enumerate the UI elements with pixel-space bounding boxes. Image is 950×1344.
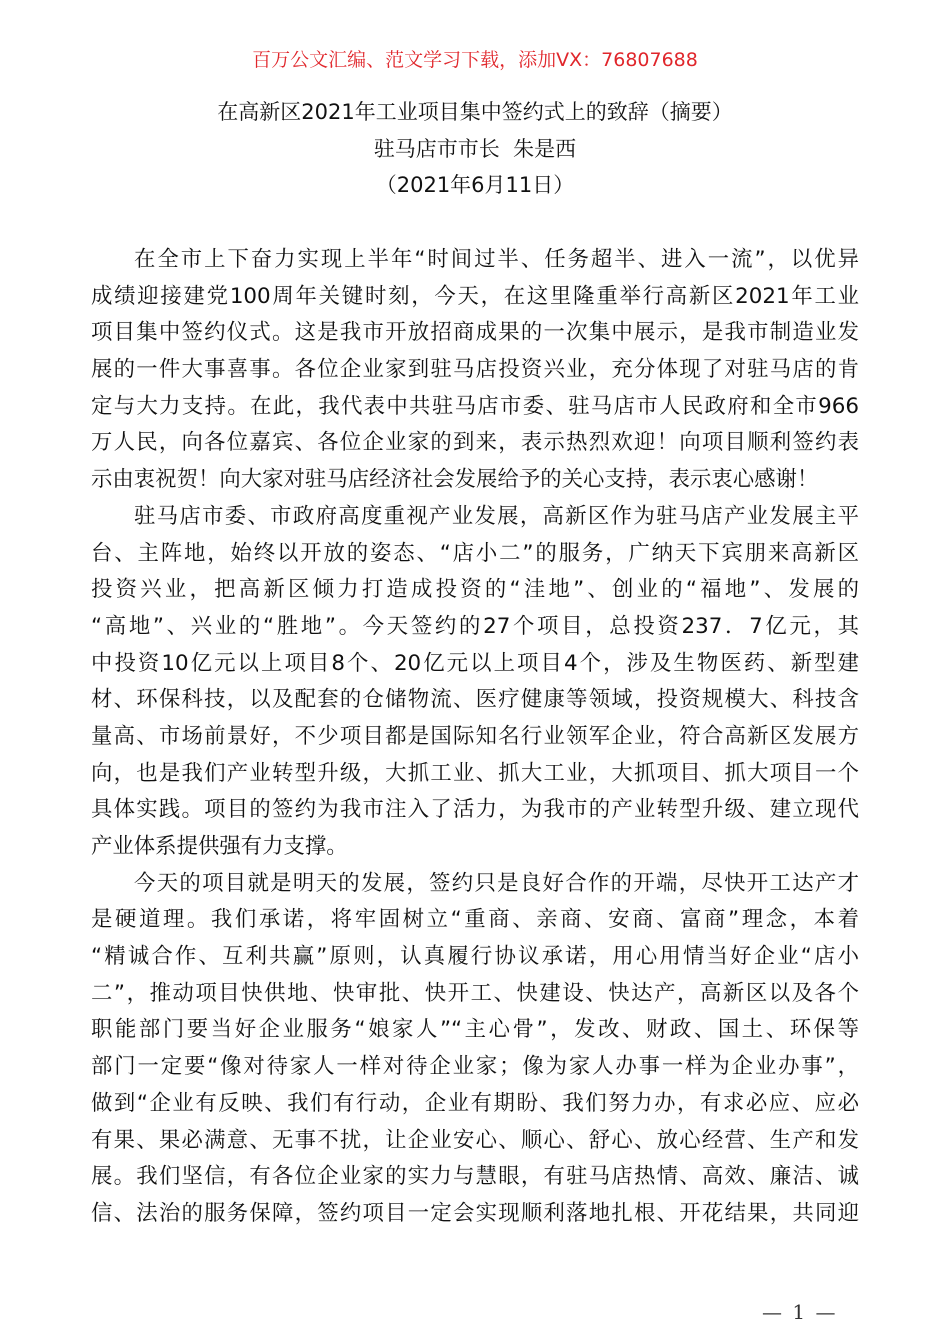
paragraph: [91, 499, 859, 866]
author-line: 驻马店市市长 朱是西: [373, 136, 577, 161]
paragraph-line: 具体实践。项目的签约为我市注入了活力，为我市的产业转型升级、建立现代: [91, 797, 859, 823]
paragraph-line: 在全市上下奋力实现上半年“时间过半、任务超半、进入一流”，以优异: [134, 247, 859, 272]
paragraph-line: 做到“企业有反映、我们有行动，企业有期盼、我们努力办，有求必应、应必: [91, 1090, 859, 1116]
paragraph-line: 有果、果必满意、无事不扰，让企业安心、顺心、舒心、放心经营、生产和发: [91, 1127, 859, 1153]
paragraph-line: 投资兴业，把高新区倾力打造成投资的“洼地”、创业的“福地”、发展的: [91, 577, 859, 603]
document-header: [0, 94, 950, 204]
paragraph-line: 二”，推动项目快供地、快审批、快开工、快建设、快达产，高新区以及各个: [91, 980, 859, 1006]
document-title: 在高新区2021年工业项目集中签约式上的致辞（摘要）: [217, 100, 733, 124]
paragraph-line: 项目集中签约仪式。这是我市开放招商成果的一次集中展示，是我市制造业发: [91, 320, 859, 346]
download-banner: 百万公文汇编、范文学习下载，添加VX：76807688: [252, 49, 698, 71]
paragraph-line: 示由衷祝贺！向大家对驻马店经济社会发展给予的关心支持，表示衷心感谢！: [91, 467, 819, 493]
paragraph-line: 部门一定要“像对待家人一样对待企业家；像为家人办事一样为企业办事”，: [91, 1054, 859, 1080]
paragraph-line: 产业体系提供强有力支撑。: [91, 834, 348, 859]
paragraph-line: 向，也是我们产业转型升级，大抓工业、抓大工业，大抓项目、抓大项目一个: [91, 760, 859, 786]
paragraph-line: “精诚合作、互利共赢”原则，认真履行协议承诺，用心用情当好企业“店小: [91, 944, 859, 970]
paragraph-line: 信、法治的服务保障，签约项目一定会实现顺利落地扎根、开花结果，共同迎: [91, 1200, 859, 1226]
paragraph-line: 驻马店市委、市政府高度重视产业发展，高新区作为驻马店产业发展主平: [134, 503, 859, 529]
paragraph-line: 材、环保科技，以及配套的仓储物流、医疗健康等领域，投资规模大、科技含: [91, 687, 859, 713]
paragraph: [91, 866, 859, 1233]
paragraph-line: 今天的项目就是明天的发展，签约只是良好合作的开端，尽快开工达产才: [134, 870, 859, 896]
document-body: [91, 242, 859, 1233]
paragraph-line: 台、主阵地，始终以开放的姿态、“店小二”的服务，广纳天下宾朋来高新区: [91, 540, 859, 566]
paragraph-line: 展的一件大事喜事。各位企业家到驻马店投资兴业，充分体现了对驻马店的肯: [91, 357, 859, 383]
paragraph-line: 量高、市场前景好，不少项目都是国际知名行业领军企业，符合高新区发展方: [91, 723, 859, 749]
paragraph-line: 定与大力支持。在此，我代表中共驻马店市委、驻马店市人民政府和全市966: [91, 393, 859, 419]
paragraph: [91, 242, 859, 499]
paragraph-line: “高地”、兴业的“胜地”。今天签约的27个项目，总投资237．7亿元，其: [91, 613, 859, 639]
paragraph-line: 是硬道理。我们承诺，将牢固树立“重商、亲商、安商、富商”理念，本着: [91, 907, 859, 933]
paragraph-line: 职能部门要当好企业服务“娘家人”“主心骨”，发改、财政、国土、环保等: [91, 1017, 859, 1043]
date-line: （2021年6月11日）: [375, 173, 575, 198]
paragraph-line: 展。我们坚信，有各位企业家的实力与慧眼，有驻马店热情、高效、廉洁、诚: [91, 1164, 859, 1190]
paragraph-line: 成绩迎接建党100周年关键时刻，今天，在这里隆重举行高新区2021年工业: [91, 283, 859, 309]
paragraph-line: 中投资10亿元以上项目8个、20亿元以上项目4个，涉及生物医药、新型建: [91, 650, 859, 676]
page-number: — 1 —: [762, 1300, 838, 1324]
paragraph-line: 万人民，向各位嘉宾、各位企业家的到来，表示热烈欢迎！向项目顺利签约表: [91, 430, 859, 456]
